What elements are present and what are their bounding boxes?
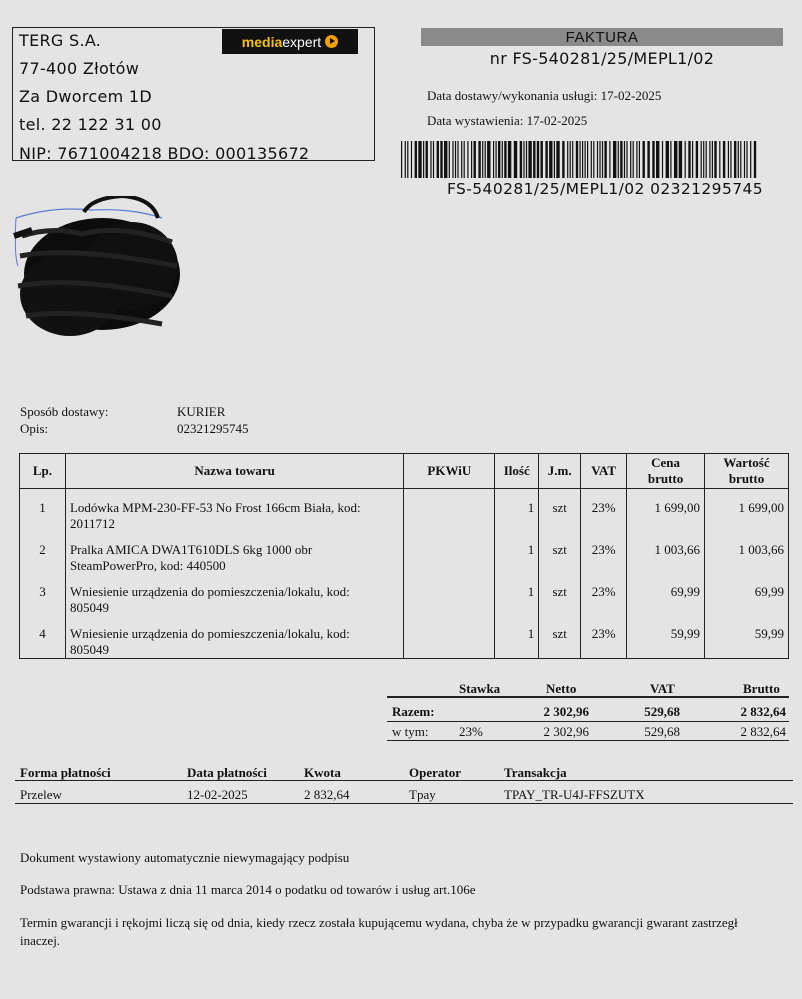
invoice-number: nr FS-540281/25/MEPL1/02 [489,49,715,68]
barcode-bar [692,141,693,178]
barcode-bar [467,141,468,178]
barcode-bar [613,141,616,178]
row-value: 1 699,00 [705,489,789,533]
totals-sum-net: 2 302,96 [543,704,589,719]
seller-name: TERG S.A. [19,31,102,50]
totals-breakdown-vat: 529,68 [644,724,680,739]
row-value: 59,99 [705,616,789,659]
totals-header-gross: Brutto [743,681,780,696]
row-vat: 23% [581,489,627,533]
barcode-bar [562,141,564,178]
barcode-bar [647,141,649,178]
row-lp: 3 [20,574,66,616]
row-unit: szt [539,574,581,616]
barcode-bar [471,141,472,178]
row-price: 1 699,00 [627,489,705,533]
row-name: Wniesienie urządzenia do pomieszczenia/lokalu, kod: 805049 [65,574,403,616]
barcode-bar [541,141,543,178]
barcode-bar [609,141,610,178]
col-name: Nazwa towaru [65,454,403,489]
barcode-bar [714,141,716,178]
row-qty: 1 [495,616,539,659]
totals-bottom-rule [387,740,789,741]
pay-header-form: Forma płatności [20,765,111,780]
barcode-bar [485,141,486,178]
barcode-bar [526,141,527,178]
row-unit: szt [539,489,581,533]
barcode-bar [703,141,704,178]
barcode-bar [474,141,476,178]
totals-header-vat: VAT [650,681,675,696]
shipping-method-value: KURIER [177,404,226,419]
col-qty: Ilość [495,454,539,489]
row-lp: 4 [20,616,66,659]
barcode-bar [597,141,598,178]
barcode-bar [449,141,450,178]
barcode-bar [626,141,627,178]
shipping-desc-value: 02321295745 [177,421,249,436]
totals-top-rule [387,696,789,698]
barcode-text: FS-540281/25/MEPL1/02 02321295745 [447,180,763,198]
row-qty: 1 [495,489,539,533]
barcode-bar [591,141,592,178]
seller-street: Za Dworcem 1D [19,87,152,106]
barcode-bar [602,141,603,178]
seller-phone: tel. 22 122 31 00 [19,115,162,134]
shipping-method-label: Sposób dostawy: [20,404,109,419]
barcode-bar [423,141,424,178]
totals-breakdown-rate: 23% [459,724,483,739]
pay-form: Przelew [20,787,62,802]
barcode-bar [670,141,671,178]
row-pkwiu [404,489,495,533]
play-icon [325,35,338,48]
barcode-bar [576,141,578,178]
col-pkwiu: PKWiU [404,454,495,489]
barcode-bar [498,141,500,178]
payment-header-rule [15,780,793,781]
pay-date: 12-02-2025 [187,787,248,802]
barcode-bar [585,141,586,178]
payment-bottom-rule [15,803,793,804]
barcode-bar [738,141,739,178]
barcode-bar [728,141,729,178]
barcode-bar [487,141,490,178]
barcode-bar [556,141,559,178]
barcode-bar [696,141,698,178]
table-row [20,574,789,616]
row-lp: 2 [20,532,66,574]
invoice-title: FAKTURA [421,28,783,46]
barcode-bar [444,141,447,178]
footer-legal-basis: Podstawa prawna: Ustawa z dnia 11 marca 2014 o podatku od towarów i usług art.106e [20,882,476,897]
barcode-bar [415,141,417,178]
barcode-bar [674,141,677,178]
row-vat: 23% [581,574,627,616]
barcode-bar [624,141,625,178]
barcode-bar [554,141,555,178]
pay-header-transaction: Transakcja [504,765,567,780]
pay-amount: 2 832,64 [304,787,350,802]
col-vat: VAT [581,454,627,489]
totals-sum-gross: 2 832,64 [740,704,786,719]
row-qty: 1 [495,532,539,574]
mediaexpert-logo [222,29,358,54]
seller-city: 77-400 Złotów [19,59,140,78]
col-price: Cena brutto [627,454,705,489]
barcode-bar [440,141,442,178]
barcode-bar [570,141,571,178]
row-unit: szt [539,616,581,659]
barcode-bar [679,141,682,178]
barcode-bar [528,141,531,178]
barcode-bar [688,141,690,178]
barcode-bar [636,141,637,178]
barcode-bar [464,141,465,178]
totals-sum-vat: 529,68 [644,704,680,719]
barcode-bar [744,141,745,178]
barcode-bar [630,141,631,178]
barcode-bar [493,141,494,178]
issue-date: Data wystawienia: 17-02-2025 [427,113,588,128]
barcode-bar [405,141,406,178]
barcode-bar [633,141,634,178]
barcode-bar [701,141,702,178]
row-price: 1 003,66 [627,532,705,574]
barcode-bar [652,141,654,178]
row-name: Lodówka MPM-230-FF-53 No Frost 166cm Biała, kod: 2011712 [65,489,403,533]
row-vat: 23% [581,532,627,574]
footer-auto-doc: Dokument wystawiony automatycznie niewymagający podpisu [20,850,350,865]
logo-brand: media [241,33,283,50]
barcode-bar [643,141,645,178]
barcode-bar [457,141,458,178]
logo-rest: expert [282,33,322,50]
barcode-bar [734,141,736,178]
barcode-bar [433,141,434,178]
totals-breakdown-gross: 2 832,64 [740,724,786,739]
pay-transaction: TPAY_TR-U4J-FFSZUTX [504,787,645,802]
barcode-bar [514,141,517,178]
col-unit: J.m. [539,454,581,489]
barcode-bar [593,141,594,178]
barcode-bar [426,141,428,178]
table-row [20,489,789,533]
barcode-bar [639,141,640,178]
barcode-bar [437,141,439,178]
barcode-bar [712,141,713,178]
barcode-bar [750,141,751,178]
table-row [20,532,789,574]
table-row [20,616,789,659]
barcode-bar [508,141,511,178]
barcode-bar [496,141,497,178]
row-price: 59,99 [627,616,705,659]
row-name: Wniesienie urządzenia do pomieszczenia/lokalu, kod: 805049 [65,616,403,659]
barcode-bar [537,141,539,178]
barcode-bar [620,141,622,178]
barcode-bar [502,141,503,178]
row-pkwiu [404,532,495,574]
totals-header-rate: Stawka [459,681,501,696]
barcode-bar [455,141,456,178]
totals-header-net: Netto [546,681,577,696]
totals-breakdown-net: 2 302,96 [543,724,589,739]
footer-warranty: Termin gwarancji i rękojmi liczą się od dnia, kiedy rzecz została kupującemu wydana, chyba że w przypadku gwarancji gwarant zastrzegł inaczej. [20,915,738,948]
barcode-bar [482,141,483,178]
col-value: Wartość brutto [705,454,789,489]
pay-header-date: Data płatności [187,765,267,780]
seller-nip-bdo: NIP: 7671004218 BDO: 000135672 [19,144,310,163]
barcode-bar [401,141,402,178]
barcode-bar [520,141,522,178]
row-lp: 1 [20,489,66,533]
barcode-bar [754,141,756,178]
row-value: 69,99 [705,574,789,616]
pay-header-amount: Kwota [304,765,341,780]
barcode-bar [523,141,524,178]
barcode-bar [533,141,535,178]
barcode-bar [411,141,412,178]
pay-header-operator: Operator [409,765,461,780]
barcode-bar [582,141,583,178]
barcode-bar [685,141,686,178]
barcode-bar [604,141,606,178]
barcode-bar [407,141,408,178]
row-pkwiu [404,616,495,659]
barcode-bar [430,141,431,178]
row-qty: 1 [495,574,539,616]
items-table [19,453,789,659]
pay-operator: Tpay [409,787,436,802]
barcode-bar [418,141,421,178]
barcode-bar [656,141,659,178]
row-name: Pralka AMICA DWA1T610DLS 6kg 1000 obr SteamPowerPro, kod: 440500 [65,532,403,574]
barcode-bar [572,141,573,178]
barcode-bar [666,141,669,178]
barcode-bar [746,141,747,178]
barcode-bar [599,141,600,178]
barcode-bar [740,141,741,178]
shipping-desc-label: Opis: [20,421,49,436]
totals-sum-label: Razem: [392,704,435,719]
barcode-bar [662,141,663,178]
totals-mid-rule [387,721,789,722]
delivery-date: Data dostawy/wykonania usługi: 17-02-2025 [427,88,662,103]
totals-breakdown-label: w tym: [392,724,429,739]
barcode-bar [452,141,453,178]
barcode-bar [618,141,619,178]
barcode-bar [730,141,731,178]
barcode-bar [478,141,480,178]
barcode-bar [719,141,720,178]
barcode-bar [545,141,547,178]
barcode-bar [723,141,725,178]
barcode-bar [461,141,462,178]
barcode-bar [504,141,506,178]
row-price: 69,99 [627,574,705,616]
row-value: 1 003,66 [705,532,789,574]
col-lp: Lp. [20,454,66,489]
row-unit: szt [539,532,581,574]
barcode-bar [567,141,568,178]
row-pkwiu [404,574,495,616]
barcode-bar [709,141,710,178]
barcode-bar [580,141,581,178]
items-header-row [20,454,789,489]
barcode-bar [706,141,707,178]
barcode-bar [549,141,552,178]
redaction-scribble [12,196,180,346]
row-vat: 23% [581,616,627,659]
barcode-icon [401,141,759,178]
barcode-bar [587,141,588,178]
